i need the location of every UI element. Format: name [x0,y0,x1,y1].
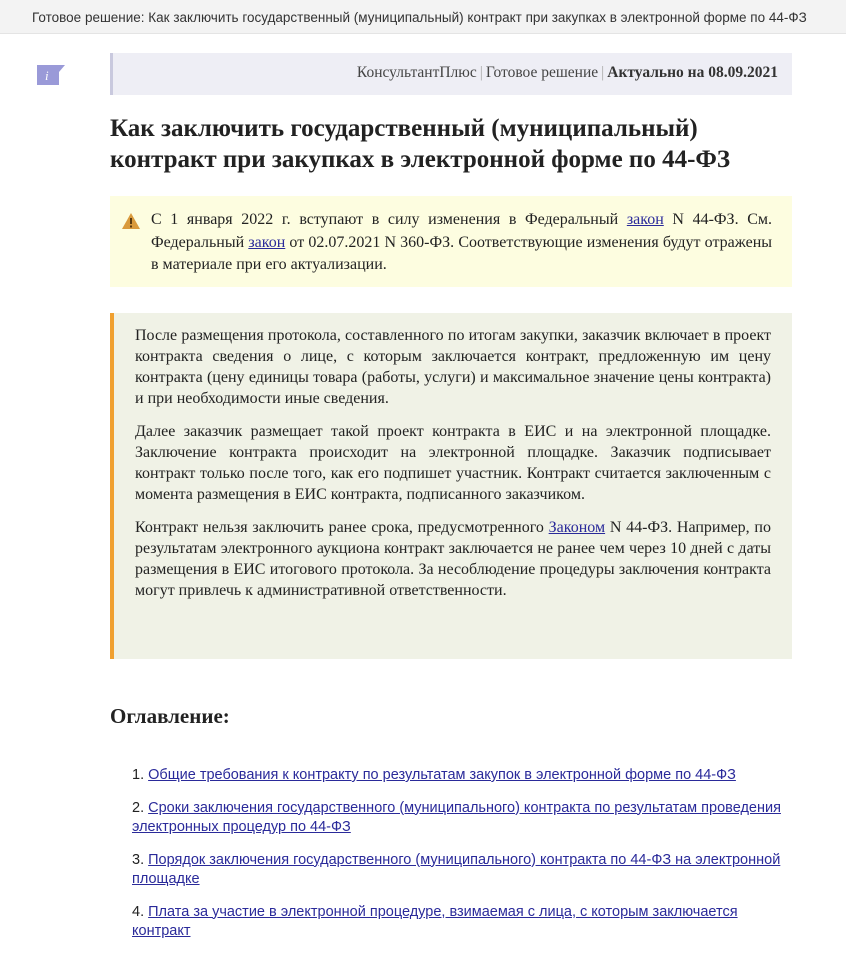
toc-list [132,766,782,955]
warning-text: N 44-ФЗ. См. Федеральный [151,211,772,251]
toc-num: 1. [132,767,149,783]
document-header: КонсультантПлюс | Готовое решение | Актуально на 08.09.2021 [110,53,792,95]
summary-paragraph [135,517,771,601]
summary-paragraph: После размещения протокола, составленного по итогам закупки, заказчик включает в проект контракта сведения о лице, с которым заключается контракт, предложенную им цену контракта (цену единицы товара (работы, услуги) и максимальное значение цены контракта) и при необходимости иные сведения. [135,327,771,407]
summary-box [110,313,792,659]
toc-item [132,799,782,838]
toc-link[interactable]: Сроки заключения государственного (муниципального) контракта по результатам проведения электронных процедур по 44-ФЗ [132,799,781,835]
toc-heading: Оглавление: [110,704,230,728]
summary-paragraph: Далее заказчик размещает такой проект контракта в ЕИС и на электронной площадке. Заключение контракта происходит на электронной площадке. Заказчик подписывает контракт только после того, как его подпишет участник. Контракт считается заключенным с момента размещения в ЕИС контракта, подписанного заказчиком. [135,423,771,503]
info-icon[interactable] [37,63,65,85]
law-link[interactable]: Законом [548,519,606,536]
toc-link[interactable]: Порядок заключения государственного (муниципального) контракта по 44-ФЗ на электронной площадке [132,851,781,887]
doc-type-label: Готовое решение [485,64,599,81]
law-link[interactable]: закон [248,233,286,251]
summary-text: Контракт нельзя заключить ранее срока, предусмотренного [135,519,549,536]
page-title: Как заключить государственный (муниципальный) контракт при закупках в электронной форме по 44-ФЗ [110,115,731,173]
window-title: Готовое решение: Как заключить государственный (муниципальный) контракт при закупках в электронной форме по 44-ФЗ [0,0,846,34]
toc-item [132,766,782,786]
actual-date: Актуально на 08.09.2021 [607,64,778,81]
toc-num: 2. [132,799,149,816]
warning-text: от 02.07.2021 N 360-ФЗ. Соответствующие изменения будут отражены в материале при его актуализации. [151,233,773,273]
law-link[interactable]: закон [626,211,664,228]
toc-item [132,903,782,942]
svg-text:i: i [45,68,49,83]
warning-icon [121,212,141,230]
toc-num: 3. [132,851,149,868]
toc-link[interactable]: Плата за участие в электронной процедуре, взимаемая с лица, с которым заключается контракт [132,903,738,939]
warning-text: С 1 января 2022 г. вступают в силу изменения в Федеральный [151,211,627,228]
toc-item [132,851,782,890]
toc-link[interactable]: Общие требования к контракту по результатам закупок в электронной форме по 44-ФЗ [148,767,736,783]
source-label: КонсультантПлюс [356,64,477,81]
warning-box [110,196,792,287]
summary-text: N 44-ФЗ. Например, по результатам электронного аукциона контракт заключается не ранее чем через 10 дней с даты размещения в ЕИС итогового протокола. За несоблюдение процедуры заключения контракта могут привлечь к административной ответственности. [135,519,771,599]
toc-num: 4. [132,903,149,920]
